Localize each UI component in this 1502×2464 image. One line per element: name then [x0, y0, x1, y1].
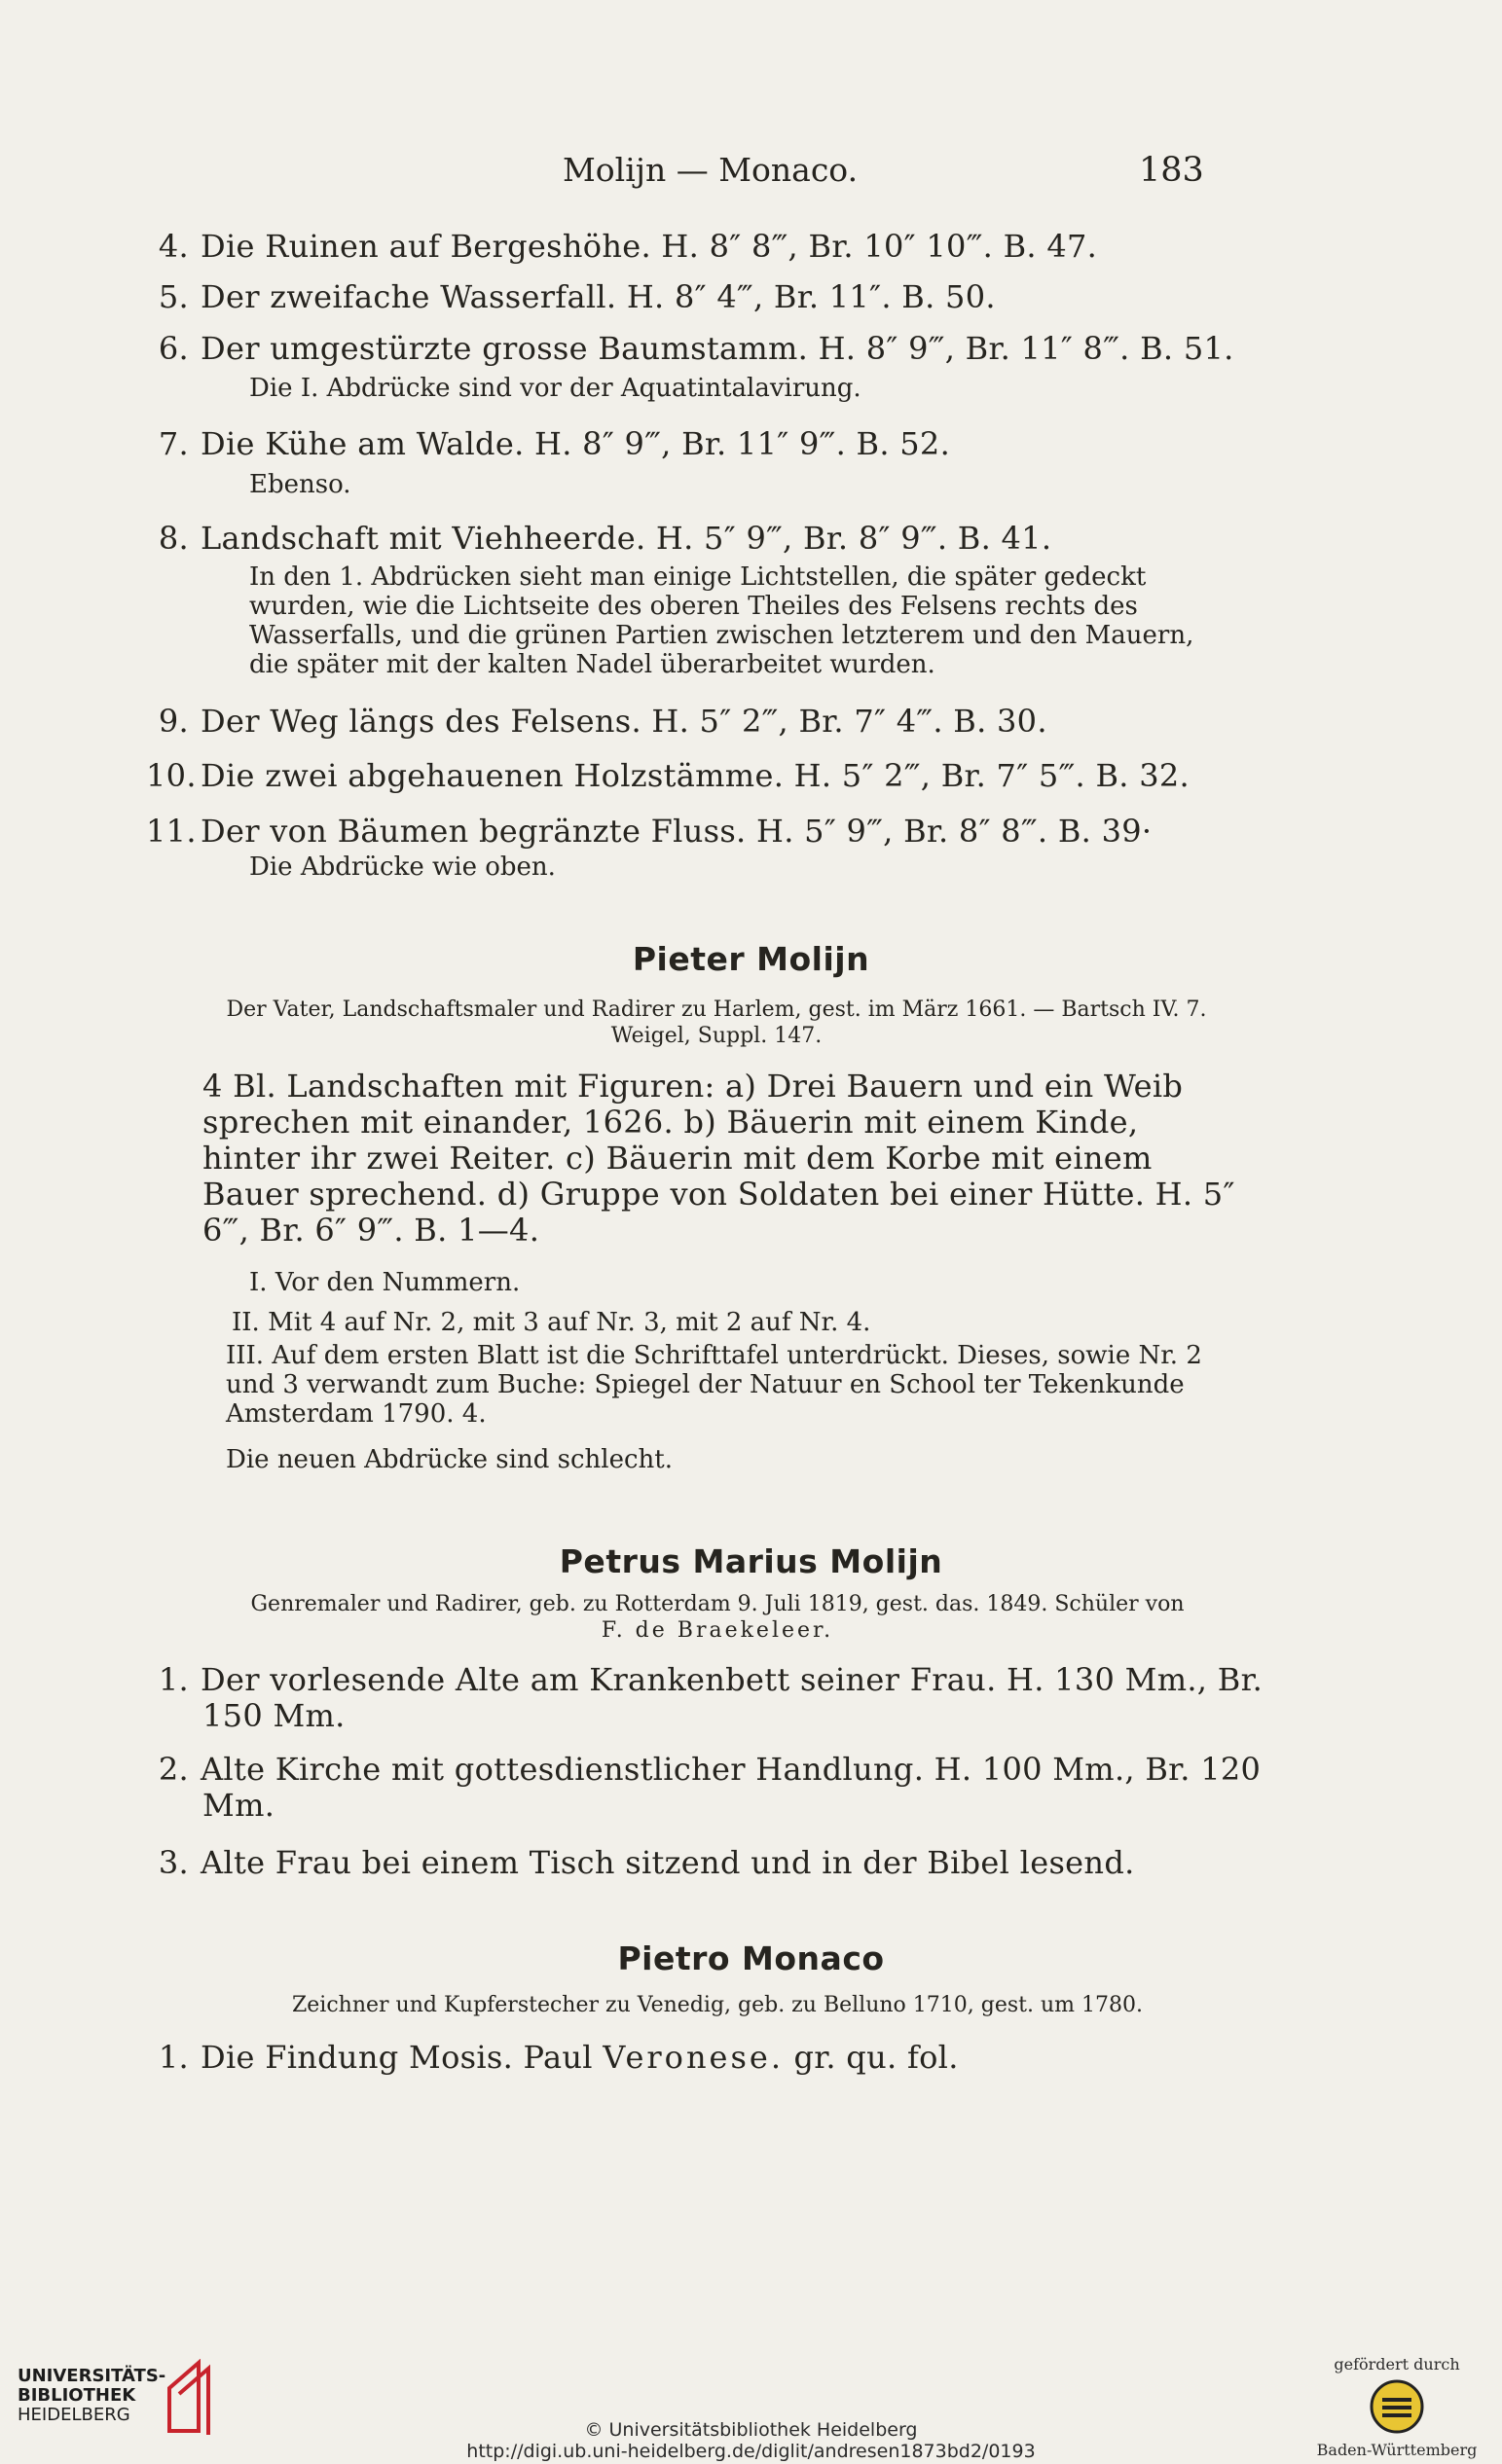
note-6: Die I. Abdrücke sind vor der Aquatintalavirung. [249, 374, 861, 403]
state-3: III. Auf dem ersten Blatt ist die Schrifttafel unterdrückt. Dieses, sowie Nr. 2 und 3 verwandt zum Buche: Spiegel der Natuur en School ter Tekenkunde Amsterdam 1790. 4. [226, 1341, 1202, 1429]
bio-petrus: Genremaler und Radirer, geb. zu Rotterdam 9. Juli 1819, gest. das. 1849. Schüler von F. de Braekeleer. [250, 1592, 1185, 1643]
entry-5: 5. Der zweifache Wasserfall. H. 8″ 4‴, Br. 11″. B. 50. [158, 278, 996, 315]
entry-pietro-1: 1. Die Findung Mosis. Paul Veronese. gr. qu. fol. [158, 2039, 959, 2076]
entry-10: 10. Die zwei abgehauenen Holzstämme. H. 5″ 2‴, Br. 7″ 5‴. B. 32. [146, 757, 1191, 794]
section-heading-pietro: Pietro Monaco [617, 1939, 885, 1977]
copyright-line: © Universitätsbibliothek Heidelberg [584, 2419, 918, 2441]
state-1: I. Vor den Nummern. [249, 1268, 521, 1297]
page-number: 183 [1139, 151, 1204, 190]
entry-petrus-3: 3. Alte Frau bei einem Tisch sitzend und in der Bibel lesend. [158, 1844, 1135, 1881]
funder-name: Baden-Württemberg [1316, 2441, 1478, 2459]
entry-4: 4. Die Ruinen auf Bergeshöhe. H. 8″ 8‴, Br. 10″ 10‴. B. 47. [158, 228, 1098, 265]
entry-8: 8. Landschaft mit Viehheerde. H. 5″ 9‴, Br. 8″ 9‴. B. 41. [158, 520, 1052, 557]
entry-9: 9. Der Weg längs des Felsens. H. 5″ 2‴, Br. 7″ 4‴. B. 30. [158, 703, 1047, 740]
state-2: II. Mit 4 auf Nr. 2, mit 3 auf Nr. 3, mit 2 auf Nr. 4. [232, 1308, 871, 1337]
library-logo[interactable]: UNIVERSITÄTS- BIBLIOTHEK HEIDELBERG [18, 2366, 166, 2425]
entry-pieter: 4 Bl. Landschaften mit Figuren: a) Drei Bauern und ein Weib sprechen mit einander, 1626. b) Bäuerin mit einem Kinde, hinter ihr zwei Reiter. c) Bäuerin mit dem Korbe mit einem Bauer sprechend. d) Gruppe von Soldaten bei einer Hütte. H. 5″ 6‴, Br. 6″ 9‴. B. 1—4. [202, 1068, 1235, 1249]
closing-note-pieter: Die neuen Abdrücke sind schlecht. [226, 1445, 673, 1474]
section-heading-petrus: Petrus Marius Molijn [559, 1542, 943, 1580]
state-coat-of-arms-icon [1369, 2378, 1425, 2435]
bio-pietro: Zeichner und Kupferstecher zu Venedig, geb. zu Belluno 1710, gest. um 1780. [292, 1993, 1143, 2017]
section-heading-pieter: Pieter Molijn [632, 940, 870, 978]
note-7: Ebenso. [249, 470, 351, 499]
entry-petrus-1: 1. Der vorlesende Alte am Krankenbett seiner Frau. H. 130 Mm., Br. 150 Mm. [158, 1661, 1264, 1734]
running-title: Molijn — Monaco. [563, 151, 859, 189]
bio-pieter: Der Vater, Landschaftsmaler und Radirer zu Harlem, gest. im März 1661. — Bartsch IV. 7. Weigel, Suppl. 147. [226, 997, 1207, 1048]
funded-by-label: gefördert durch [1334, 2355, 1460, 2373]
entry-11: 11. Der von Bäumen begränzte Fluss. H. 5″ 9‴, Br. 8″ 8‴. B. 39· [146, 813, 1153, 850]
entry-6: 6. Der umgestürzte grosse Baumstamm. H. 8″ 9‴, Br. 11″ 8‴. B. 51. [158, 330, 1234, 367]
note-11: Die Abdrücke wie oben. [249, 852, 556, 882]
entry-petrus-2: 2. Alte Kirche mit gottesdienstlicher Handlung. H. 100 Mm., Br. 120 Mm. [158, 1751, 1262, 1824]
permalink[interactable]: http://digi.ub.uni-heidelberg.de/diglit/andresen1873bd2/0193 [466, 2441, 1036, 2462]
note-8: In den 1. Abdrücken sieht man einige Lichtstellen, die später gedeckt wurden, wie die Lichtseite des oberen Theiles des Felsens rechts des Wasserfalls, und die grünen Partien zwischen letzterem und den Mauern, die später mit der kalten Nadel überarbeitet wurden. [249, 562, 1194, 679]
entry-7: 7. Die Kühe am Walde. H. 8″ 9‴, Br. 11″ 9‴. B. 52. [158, 425, 951, 462]
